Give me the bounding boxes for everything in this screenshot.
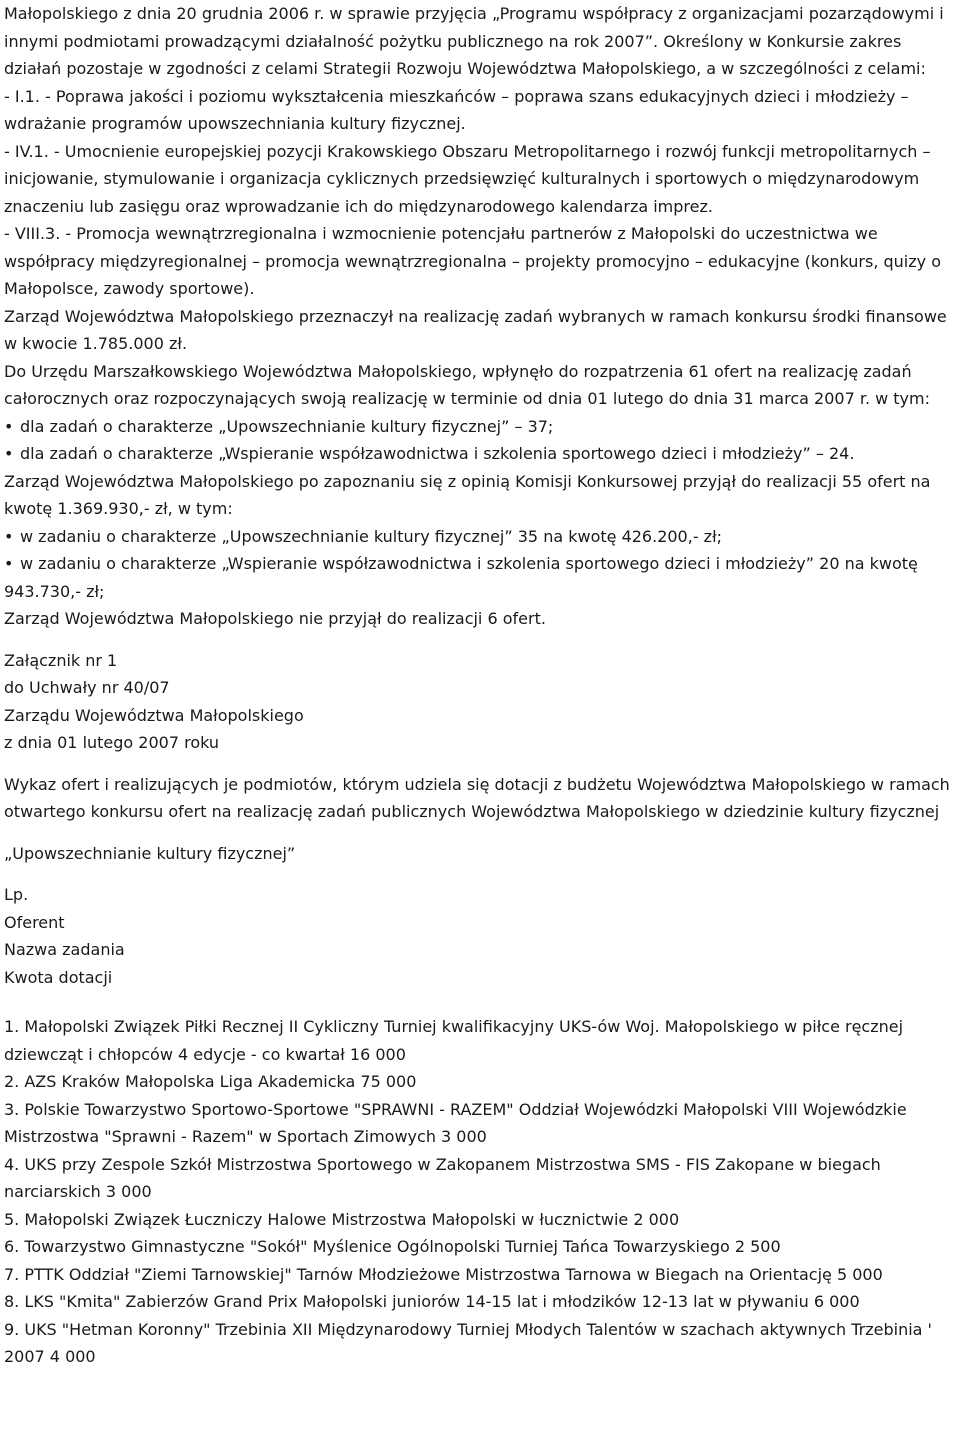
header-grant-amount: Kwota dotacji (4, 967, 113, 987)
budget-paragraph: Zarząd Województwa Małopolskiego przeznaczył na realizację zadań wybranych w ramach konkursu środki finansowe w kwocie 1.785.000 zł. (4, 306, 947, 353)
annex-board: Zarządu Województwa Małopolskiego (4, 705, 304, 725)
table-row: 4. UKS przy Zespole Szkół Mistrzostwa Sportowego w Zakopanem Mistrzostwa SMS - FIS Zakopane w biegach narciarskich 3 000 (4, 1154, 881, 1201)
table-row: 2. AZS Kraków Małopolska Liga Akademicka 75 000 (4, 1072, 417, 1091)
table-row: 3. Polskie Towarzystwo Sportowo-Sportowe "SPRAWNI - RAZEM" Oddział Wojewódzki Małopolski VIII Wojewódzkie Mistrzostwa "Sprawni - Razem" w Sportach Zimowych 3 000 (4, 1099, 907, 1146)
list-item (4, 440, 954, 468)
offers-paragraph: Do Urzędu Marszałkowskiego Województwa Małopolskiego, wpłynęło do rozpatrzenia 61 ofert na realizację zadań całorocznych oraz rozpoczynających swoją realizację w terminie od dnia 01 lutego do dnia 31 marca 2007 r. w tym: (4, 361, 930, 408)
strategy-goal-iv1: - IV.1. - Umocnienie europejskiej pozycji Krakowskiego Obszaru Metropolitarnego i rozwój funkcji metropolitarnych – inicjowanie, stymulowanie i organizacja cyklicznych przedsięwzięć kulturalnych i sportowych o międzynarodowym znaczeniu lub zasięgu oraz wprowadzanie ich do międzynarodowego kalendarza imprez. (4, 141, 931, 216)
annex-resolution: do Uchwały nr 40/07 (4, 678, 170, 697)
bullet-text: dla zadań o charakterze „Upowszechnianie kultury fizycznej” – 37; (20, 416, 554, 436)
bullet-icon: • (4, 554, 14, 573)
annex-number: Załącznik nr 1 (4, 650, 118, 670)
list-intro: Wykaz ofert i realizujących je podmiotów, którym udziela się dotacji z budżetu Województwa Małopolskiego w ramach otwartego konkursu ofert na realizację zadań publicznych Województwa Małopolskiego w dziedzinie kultury fizycznej (4, 774, 950, 821)
header-task-name: Nazwa zadania (4, 940, 125, 959)
bullet-icon: • (4, 526, 14, 546)
bullet-icon: • (4, 444, 14, 463)
table-row: 7. PTTK Oddział "Ziemi Tarnowskiej" Tarnów Młodzieżowe Mistrzostwa Tarnowa w Biegach na Orientację 5 000 (4, 1264, 883, 1284)
accepted-paragraph: Zarząd Województwa Małopolskiego po zapoznaniu się z opinią Komisji Konkursowej przyjął do realizacji 55 ofert na kwotę 1.369.930,- zł, w tym: (4, 471, 931, 518)
intro-paragraph: Małopolskiego z dnia 20 grudnia 2006 r. w sprawie przyjęcia „Programu współpracy z organizacjami pozarządowymi i innymi podmiotami prowadzącymi działalność pożytku publicznego na rok 2007”. Określony w Konkursie zakres działań pozostaje w zgodności z celami Strategii Rozwoju Województwa Małopolskiego, a w szczególności z celami: (4, 4, 944, 78)
document-page (4, 0, 954, 1371)
bullet-text: dla zadań o charakterze „Wspieranie współzawodnictwa i szkolenia sportowego dzieci i młodzieży” – 24. (20, 444, 855, 463)
list-item (4, 523, 954, 551)
table-headers (4, 881, 954, 991)
bullet-icon: • (4, 416, 14, 436)
table-row: 5. Małopolski Związek Łuczniczy Halowe Mistrzostwa Małopolski w łucznictwie 2 000 (4, 1209, 680, 1229)
grant-list (4, 1013, 954, 1371)
header-offeror: Oferent (4, 912, 65, 932)
annex-header (4, 647, 954, 757)
header-lp: Lp. (4, 885, 29, 904)
annex-date: z dnia 01 lutego 2007 roku (4, 733, 220, 752)
bullet-text: w zadaniu o charakterze „Upowszechnianie kultury fizycznej” 35 na kwotę 426.200,- zł; (20, 526, 723, 546)
list-item (4, 413, 954, 441)
strategy-goal-i1: - I.1. - Poprawa jakości i poziomu wykształcenia mieszkańców – poprawa szans edukacyjnych dzieci i młodzieży – wdrażanie programów upowszechniania kultury fizycznej. (4, 86, 909, 133)
rejected-paragraph: Zarząd Województwa Małopolskiego nie przyjął do realizacji 6 ofert. (4, 609, 546, 628)
list-item (4, 550, 954, 605)
strategy-goal-viii3: - VIII.3. - Promocja wewnątrzregionalna i wzmocnienie potencjału partnerów z Małopolski do uczestnictwa we współpracy międzyregionalnej – promocja wewnątrzregionalna – projekty promocyjno – edukacyjne (konkurs, quizy o Małopolsce, zawody sportowe). (4, 224, 941, 298)
table-row: 9. UKS "Hetman Koronny" Trzebinia XII Międzynarodowy Turniej Młodych Talentów w szachach aktywnych Trzebinia ' 2007 4 000 (4, 1319, 932, 1366)
table-row: 1. Małopolski Związek Piłki Recznej II Cykliczny Turniej kwalifikacyjny UKS-ów Woj. Małopolskiego w piłce ręcznej dziewcząt i chłopców 4 edycje - co kwartał 16 000 (4, 1017, 904, 1064)
section-title: „Upowszechnianie kultury fizycznej” (4, 843, 296, 863)
table-row: 6. Towarzystwo Gimnastyczne "Sokół" Myślenice Ogólnopolski Turniej Tańca Towarzyskiego 2 500 (4, 1237, 781, 1256)
bullet-text: w zadaniu o charakterze „Wspieranie współzawodnictwa i szkolenia sportowego dzieci i młodzieży” 20 na kwotę 943.730,- zł; (4, 554, 918, 601)
table-row: 8. LKS "Kmita" Zabierzów Grand Prix Małopolski juniorów 14-15 lat i młodzików 12-13 lat w pływaniu 6 000 (4, 1292, 860, 1311)
